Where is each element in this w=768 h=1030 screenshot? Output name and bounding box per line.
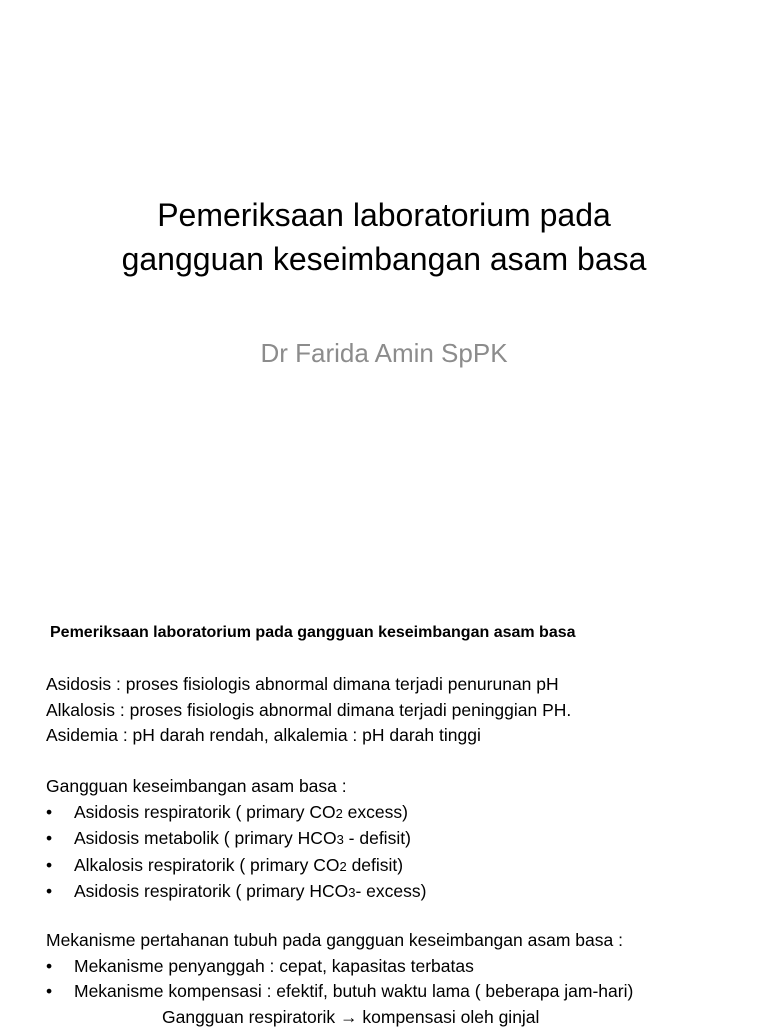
definition-asidosis: Asidosis : proses fisiologis abnormal dimana terjadi penurunan pH: [46, 672, 571, 698]
mekanisme-title: Mekanisme pertahanan tubuh pada gangguan keseimbangan asam basa :: [46, 928, 633, 954]
definitions-block: [46, 672, 571, 749]
definition-alkalosis: Alkalosis : proses fisiologis abnormal dimana terjadi peninggian PH.: [46, 698, 571, 724]
gangguan-block: [46, 774, 426, 906]
slide-title: [40, 193, 728, 281]
bullet-icon: •: [46, 853, 74, 880]
list-item: • Mekanisme kompensasi : efektif, butuh waktu lama ( beberapa jam-hari): [46, 979, 633, 1005]
mekanisme-block: [46, 928, 633, 1030]
bullet-icon: •: [46, 954, 74, 980]
definition-asidemia: Asidemia : pH darah rendah, alkalemia : pH darah tinggi: [46, 723, 571, 749]
bullet-icon: •: [46, 879, 74, 906]
slide-title-line-2: gangguan keseimbangan asam basa: [40, 237, 728, 281]
gangguan-title: Gangguan keseimbangan asam basa :: [46, 774, 426, 800]
content-slide: [0, 576, 768, 1024]
bullet-icon: •: [46, 800, 74, 827]
list-item: • Mekanisme penyanggah : cepat, kapasitas terbatas: [46, 954, 633, 980]
content-heading: Pemeriksaan laboratorium pada gangguan keseimbangan asam basa: [50, 622, 576, 644]
slide-subtitle: Dr Farida Amin SpPK: [40, 336, 728, 370]
bullet-icon: •: [46, 979, 74, 1005]
kompensasi-line: Gangguan respiratorik → kompensasi oleh ginjal: [46, 1005, 633, 1030]
slide-title-line-1: Pemeriksaan laboratorium pada: [40, 193, 728, 237]
list-item: • Alkalosis respiratorik ( primary CO2 defisit): [46, 853, 426, 880]
bullet-icon: •: [46, 826, 74, 853]
list-item: • Asidosis metabolik ( primary HCO3 - defisit): [46, 826, 426, 853]
list-item: • Asidosis respiratorik ( primary HCO3- excess): [46, 879, 426, 906]
list-item: • Asidosis respiratorik ( primary CO2 excess): [46, 800, 426, 827]
